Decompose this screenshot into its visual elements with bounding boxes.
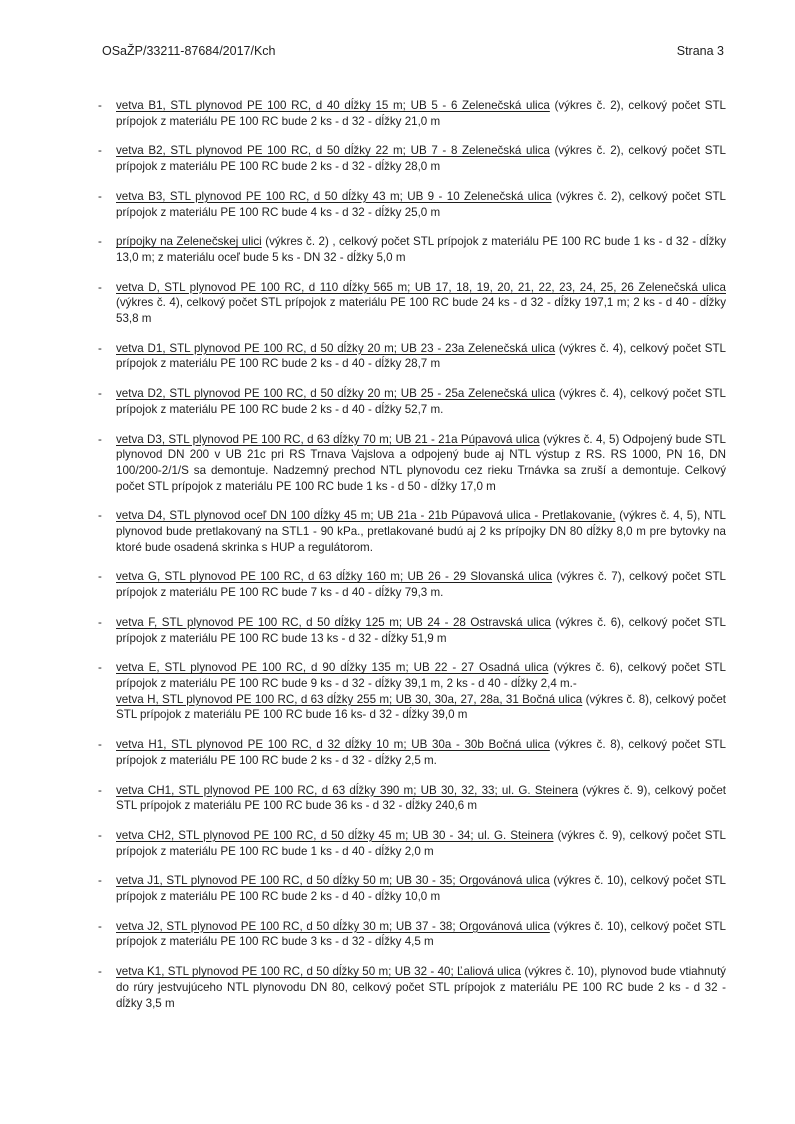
page-header (102, 44, 724, 62)
item-detail: (výkres č. 10), celkový počet STL prípojok z materiálu PE 100 RC bude 3 ks - d 32 - dĺžky 4,5 m (116, 919, 727, 949)
item-heading: vetva K1, STL plynovod PE 100 RC, d 50 dĺžky 50 m; UB 32 - 40; Ľaliová ulica (116, 965, 521, 979)
page-number: Strana 3 (676, 44, 724, 58)
item-text (116, 964, 726, 1011)
list-item-b1 (94, 98, 726, 129)
list-dash: - (98, 919, 102, 933)
item-heading: vetva CH1, STL plynovod PE 100 RC, d 63 dĺžky 390 m; UB 30, 32, 33; ul. G. Steinera (116, 783, 579, 797)
list-dash: - (98, 828, 102, 842)
item-heading: vetva B2, STL plynovod PE 100 RC, d 50 dĺžky 22 m; UB 7 - 8 Zelenečská ulica (116, 144, 550, 158)
item-heading: vetva B1, STL plynovod PE 100 RC, d 40 dĺžky 15 m; UB 5 - 6 Zelenečská ulica (116, 99, 550, 112)
item-heading: vetva CH2, STL plynovod PE 100 RC, d 50 dĺžky 45 m; UB 30 - 34; ul. G. Steinera (116, 828, 554, 842)
item-detail: (výkres č. 8), celkový počet STL prípojok z materiálu PE 100 RC bude 2 ks - d 32 - dĺžky 2,5 m. (116, 738, 726, 767)
item-detail: (výkres č. 10), plynovod bude vtiahnutý do rúry jestvujúceho NTL plynovodu DN 80, celkový počet STL prípojok z materiálu PE 100 RC bude 2 ks - d 32 - dĺžky 3,5 m (116, 965, 726, 1010)
list-dash: - (98, 783, 102, 797)
list-dash: - (98, 965, 102, 979)
list-item-ch1 (94, 783, 726, 814)
item-heading: vetva D3, STL plynovod PE 100 RC, d 63 dĺžky 70 m; UB 21 - 21a Púpavová ulica (116, 432, 540, 446)
list-dash: - (98, 570, 102, 584)
list-item-g (94, 569, 726, 600)
list-dash: - (98, 387, 102, 401)
item-text (116, 508, 726, 555)
item-detail: (výkres č. 6), celkový počet STL prípojok z materiálu PE 100 RC bude 9 ks - d 32 - dĺžky 39,1 m, 2 ks - d 40 - dĺžky 2,4 m.- (116, 661, 726, 690)
list-dash: - (98, 738, 102, 752)
item-text (116, 98, 726, 129)
pipeline-list (94, 98, 726, 1011)
item-heading: vetva B3, STL plynovod PE 100 RC, d 50 dĺžky 43 m; UB 9 - 10 Zelenečská ulica (116, 189, 552, 203)
item-heading: vetva E, STL plynovod PE 100 RC, d 90 dĺžky 135 m; UB 22 - 27 Osadná ulica (116, 661, 549, 675)
item-text (116, 828, 726, 859)
item-heading: vetva J1, STL plynovod PE 100 RC, d 50 dĺžky 50 m; UB 30 - 35; Orgovánová ulica (116, 874, 550, 888)
item-text (116, 919, 726, 950)
item-text (116, 615, 726, 646)
list-item-d (94, 280, 726, 327)
item-heading: vetva F, STL plynovod PE 100 RC, d 50 dĺžky 125 m; UB 24 - 28 Ostravská ulica (116, 615, 551, 629)
item-detail: (výkres č. 2), celkový počet STL prípojok z materiálu PE 100 RC bude 4 ks - d 32 - dĺžky 25,0 m (116, 189, 726, 219)
item-heading: vetva D1, STL plynovod PE 100 RC, d 50 dĺžky 20 m; UB 23 - 23a Zelenečská ulica (116, 341, 556, 355)
item-detail: (výkres č. 6), celkový počet STL prípojok z materiálu PE 100 RC bude 13 ks - d 32 - dĺžky 51,9 m (116, 615, 726, 645)
list-item-k1 (94, 964, 726, 1011)
list-item-j1 (94, 873, 726, 904)
list-item-d2 (94, 386, 726, 417)
list-dash: - (98, 189, 102, 203)
list-item-b2 (94, 143, 726, 174)
item-text (116, 189, 726, 220)
item-detail: (výkres č. 4), celkový počet STL prípojok z materiálu PE 100 RC bude 2 ks - d 40 - dĺžky 28,7 m (116, 341, 727, 371)
item-heading: vetva D2, STL plynovod PE 100 RC, d 50 dĺžky 20 m; UB 25 - 25a Zelenečská ulica (116, 387, 556, 401)
item-heading: vetva J2, STL plynovod PE 100 RC, d 50 dĺžky 30 m; UB 37 - 38; Orgovánová ulica (116, 919, 550, 933)
list-item-b3 (94, 189, 726, 220)
item-heading: vetva G, STL plynovod PE 100 RC, d 63 dĺžky 160 m; UB 26 - 29 Slovanská ulica (116, 570, 553, 584)
list-dash: - (98, 432, 102, 446)
item-text (116, 234, 726, 265)
item-text (116, 280, 726, 327)
item-detail: (výkres č. 4, 5), NTL plynovod bude pretlakovaný na STL1 - 90 kPa., pretlakované budú aj 2 ks prípojky DN 80 dĺžky 8,0 m pre bytovky na ktoré bude osadená skrinka s HUP a regulátorom. (116, 509, 726, 554)
item-text (116, 143, 726, 174)
list-dash: - (98, 661, 102, 675)
list-item-d1 (94, 341, 726, 372)
item-heading: vetva H1, STL plynovod PE 100 RC, d 32 dĺžky 10 m; UB 30a - 30b Bočná ulica (116, 738, 550, 752)
item-heading: prípojky na Zelenečskej ulici (116, 235, 262, 249)
item-heading-h: vetva H, STL plynovod PE 100 RC, d 63 dĺžky 255 m; UB 30, 30a, 27, 28a, 31 Bočná ulica (116, 692, 583, 706)
item-heading: vetva D4, STL plynovod oceľ DN 100 dĺžky 45 m; UB 21a - 21b Púpavová ulica - Pretlakovanie, (116, 509, 616, 523)
list-dash: - (98, 280, 102, 294)
item-detail: (výkres č. 4, 5) Odpojený bude STL plynovod DN 200 v UB 21c pri RS Trnava Vajslova a odpojený bude aj NTL výstup z RS. RS 1000, PN 16, DN 100/200-2/1/S sa demontuje. Nadzemný prechod NTL plynovodu cez rieku Trnávka sa zruší a demontuje. Celkový počet STL prípojok z materiálu PE 100 RC bude 1 ks - d 50 - dĺžky 17,0 m (116, 432, 726, 493)
list-dash: - (98, 235, 102, 249)
list-dash: - (98, 874, 102, 888)
item-heading: vetva D, STL plynovod PE 100 RC, d 110 dĺžky 565 m; UB 17, 18, 19, 20, 21, 22, 23, 24, 25, 26 Zelenečská ulica (116, 280, 726, 294)
item-detail: (výkres č. 2), celkový počet STL prípojok z materiálu PE 100 RC bude 2 ks - d 32 - dĺžky 28,0 m (116, 144, 726, 174)
list-item-d4 (94, 508, 726, 555)
list-dash: - (98, 144, 102, 158)
item-detail: (výkres č. 10), celkový počet STL prípojok z materiálu PE 100 RC bude 2 ks - d 40 - dĺžky 10,0 m (116, 874, 727, 904)
list-item-h1 (94, 737, 726, 768)
item-detail: (výkres č. 4), celkový počet STL prípojok z materiálu PE 100 RC bude 24 ks - d 32 - dĺžky 197,1 m; 2 ks - d 40 - dĺžky 53,8 m (116, 296, 726, 326)
list-item-d3 (94, 432, 726, 495)
item-detail: (výkres č. 7), celkový počet STL prípojok z materiálu PE 100 RC bude 7 ks - d 40 - dĺžky 79,3 m. (116, 570, 726, 600)
list-dash: - (98, 509, 102, 523)
item-text (116, 569, 726, 600)
list-item-e-h (94, 660, 726, 723)
item-text (116, 432, 726, 495)
item-detail: (výkres č. 9), celkový počet STL prípojok z materiálu PE 100 RC bude 1 ks - d 40 - dĺžky 2,0 m (116, 828, 726, 858)
item-detail: (výkres č. 9), celkový počet STL prípojok z materiálu PE 100 RC bude 36 ks - d 32 - dĺžky 240,6 m (116, 783, 727, 813)
item-text (116, 873, 726, 904)
list-dash: - (98, 341, 102, 355)
item-detail: (výkres č. 4), celkový počet STL prípojok z materiálu PE 100 RC bude 2 ks - d 40 - dĺžky 52,7 m. (116, 387, 727, 416)
list-dash: - (98, 99, 102, 112)
item-detail: (výkres č. 2), celkový počet STL prípojok z materiálu PE 100 RC bude 2 ks - d 32 - dĺžky 21,0 m (116, 99, 726, 128)
item-text (116, 341, 726, 372)
list-item-pripojky (94, 234, 726, 265)
item-text (116, 386, 726, 417)
list-item-ch2 (94, 828, 726, 859)
item-detail-h: (výkres č. 8), celkový počet STL prípojok z materiálu PE 100 RC bude 16 ks- d 32 - dĺžky 39,0 m (116, 692, 726, 722)
item-text (116, 737, 726, 768)
item-detail: (výkres č. 2) , celkový počet STL prípojok z materiálu PE 100 RC bude 1 ks - d 32 - dĺžky 13,0 m; z materiálu oceľ bude 5 ks - DN 32 - dĺžky 5,0 m (116, 235, 726, 264)
list-item-f (94, 615, 726, 646)
item-text (116, 783, 726, 814)
list-dash: - (98, 615, 102, 629)
list-item-j2 (94, 919, 726, 950)
document-reference: OSaŽP/33211-87684/2017/Kch (102, 44, 276, 58)
item-text (116, 660, 726, 723)
